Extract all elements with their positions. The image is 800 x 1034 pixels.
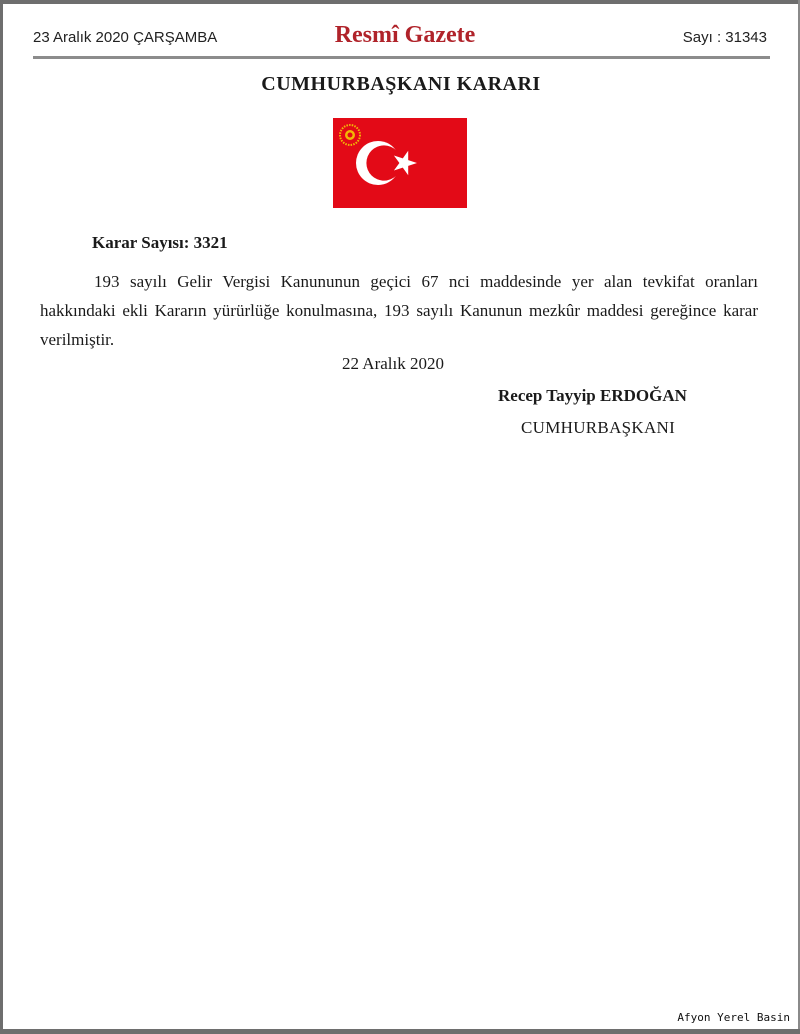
publication-title: Resmî Gazete: [334, 22, 476, 48]
signature-date: 22 Aralık 2020: [342, 354, 444, 373]
header-divider: [33, 56, 770, 59]
header-date: 23 Aralık 2020 ÇARŞAMBA: [33, 29, 218, 46]
signer-name: Recep Tayyip ERDOĞAN: [498, 386, 687, 405]
flag-icon: [333, 118, 467, 208]
signer-title: CUMHURBAŞKANI: [521, 418, 676, 437]
watermark: Afyon Yerel Basin: [677, 1011, 790, 1024]
issue-number: Sayı : 31343: [682, 29, 767, 46]
viewer-frame-top: [0, 0, 800, 4]
viewer-frame-left: [0, 0, 3, 1034]
viewer-frame-bottom: [0, 1029, 800, 1034]
decision-number: Karar Sayısı: 3321: [92, 233, 228, 252]
decision-body: 193 sayılı Gelir Vergisi Kanununun geçici 67 nci maddesinde yer alan tevkifat oranları hakkındaki ekli Kararın yürürlüğe konulmasına, 193 sayılı Kanunun mezkûr maddesi gereğince karar verilmiştir.: [40, 272, 758, 349]
document-heading: CUMHURBAŞKANI KARARI: [261, 73, 541, 95]
